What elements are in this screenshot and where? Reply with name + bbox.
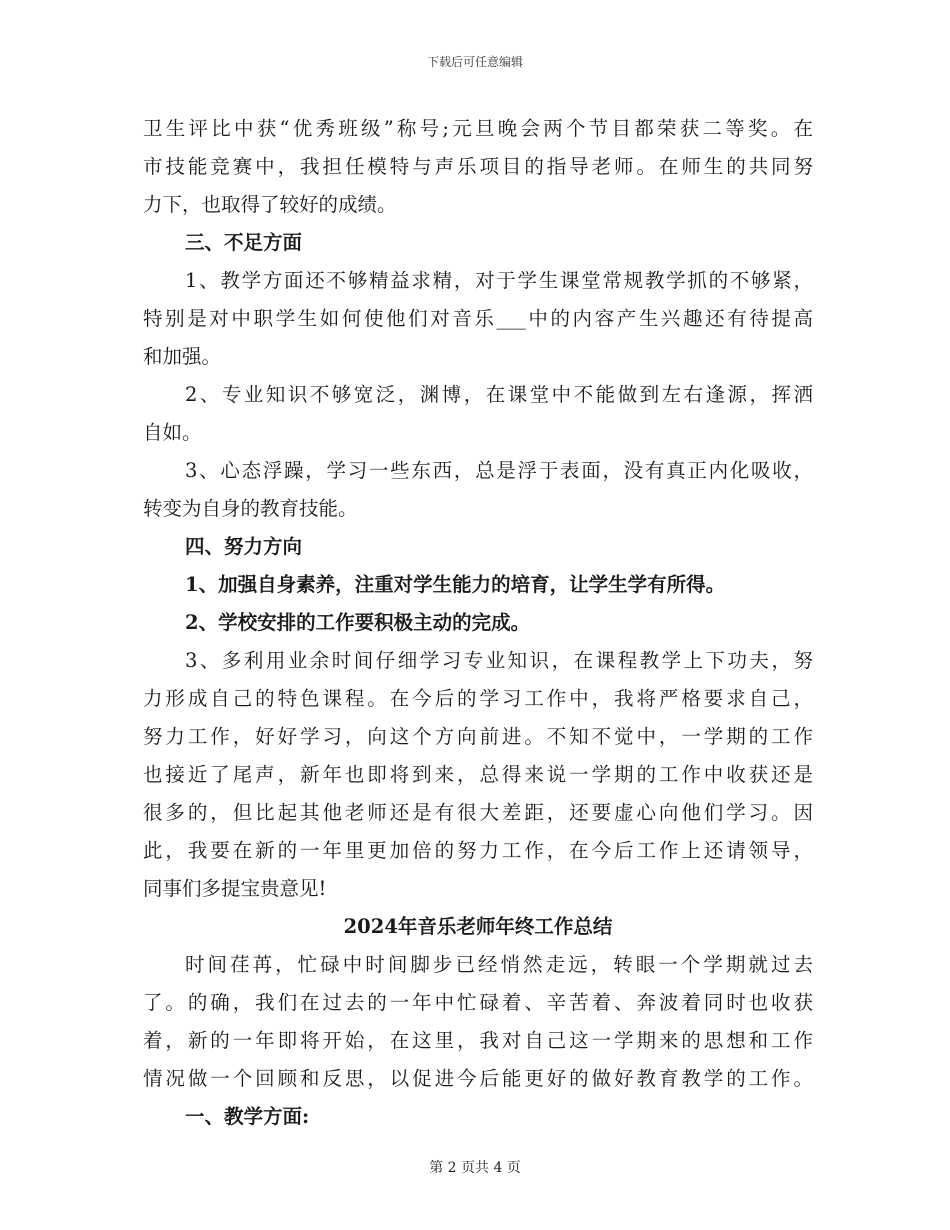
body-line: 1、教学方面还不够精益求精，对于学生课堂常规教学抓的不够紧， bbox=[185, 269, 813, 292]
document-title: 2024年音乐老师年终工作总结 bbox=[343, 915, 613, 938]
body-line: 努力工作，好好学习，向这个方向前进。不知不觉中，一学期的工作 bbox=[143, 725, 813, 748]
body-line: 也接近了尾声，新年也即将到来，总得来说一学期的工作中收获还是 bbox=[143, 763, 813, 786]
bold-item: 2、学校安排的工作要积极主动的完成。 bbox=[185, 611, 531, 634]
body-line: 3、多利用业余时间仔细学习专业知识，在课程教学上下功夫，努 bbox=[185, 649, 813, 672]
document-body bbox=[143, 110, 813, 1136]
body-line: 了。的确，我们在过去的一年中忙碌着、辛苦着、奔波着同时也收获 bbox=[143, 991, 813, 1014]
body-line: 自如。 bbox=[143, 421, 202, 444]
section-heading: 一、教学方面: bbox=[185, 1105, 310, 1128]
body-line: 同事们多提宝贵意见! bbox=[143, 877, 327, 900]
section-heading: 三、不足方面 bbox=[185, 231, 303, 254]
body-line: 此，我要在新的一年里更加倍的努力工作，在今后工作上还请领导， bbox=[143, 839, 813, 862]
body-line: 力形成自己的特色课程。在今后的学习工作中，我将严格要求自己， bbox=[143, 687, 813, 710]
body-line: 很多的，但比起其他老师还是有很大差距，还要虚心向他们学习。因 bbox=[143, 801, 813, 824]
body-line: 卫生评比中获“优秀班级”称号;元旦晚会两个节目都荣获二等奖。在 bbox=[143, 117, 813, 140]
body-line: 着，新的一年即将开始，在这里，我对自己这一学期来的思想和工作 bbox=[143, 1029, 813, 1052]
body-line: 时间荏苒，忙碌中时间脚步已经悄然走远，转眼一个学期就过去 bbox=[185, 953, 813, 976]
body-line: 特别是对中职学生如何使他们对音乐___中的内容产生兴趣还有待提高 bbox=[143, 307, 813, 330]
body-line: 市技能竞赛中，我担任模特与声乐项目的指导老师。在师生的共同努 bbox=[143, 155, 813, 178]
body-line: 3、心态浮躁，学习一些东西，总是浮于表面，没有真正内化吸收， bbox=[185, 459, 813, 482]
body-line: 情况做一个回顾和反思，以促进今后能更好的做好教育教学的工作。 bbox=[143, 1067, 813, 1090]
body-line: 力下，也取得了较好的成绩。 bbox=[143, 193, 397, 216]
page-footer: 第 2 页共 4 页 bbox=[429, 1160, 521, 1176]
bold-item: 1、加强自身素养，注重对学生能力的培育，让学生学有所得。 bbox=[185, 573, 726, 596]
body-line: 和加强。 bbox=[143, 345, 222, 368]
body-line: 转变为自身的教育技能。 bbox=[143, 497, 358, 520]
body-line: 2、专业知识不够宽泛，渊博，在课堂中不能做到左右逢源，挥洒 bbox=[185, 383, 813, 406]
section-heading: 四、努力方向 bbox=[185, 535, 303, 558]
page-header: 下载后可任意编辑 bbox=[426, 55, 523, 69]
